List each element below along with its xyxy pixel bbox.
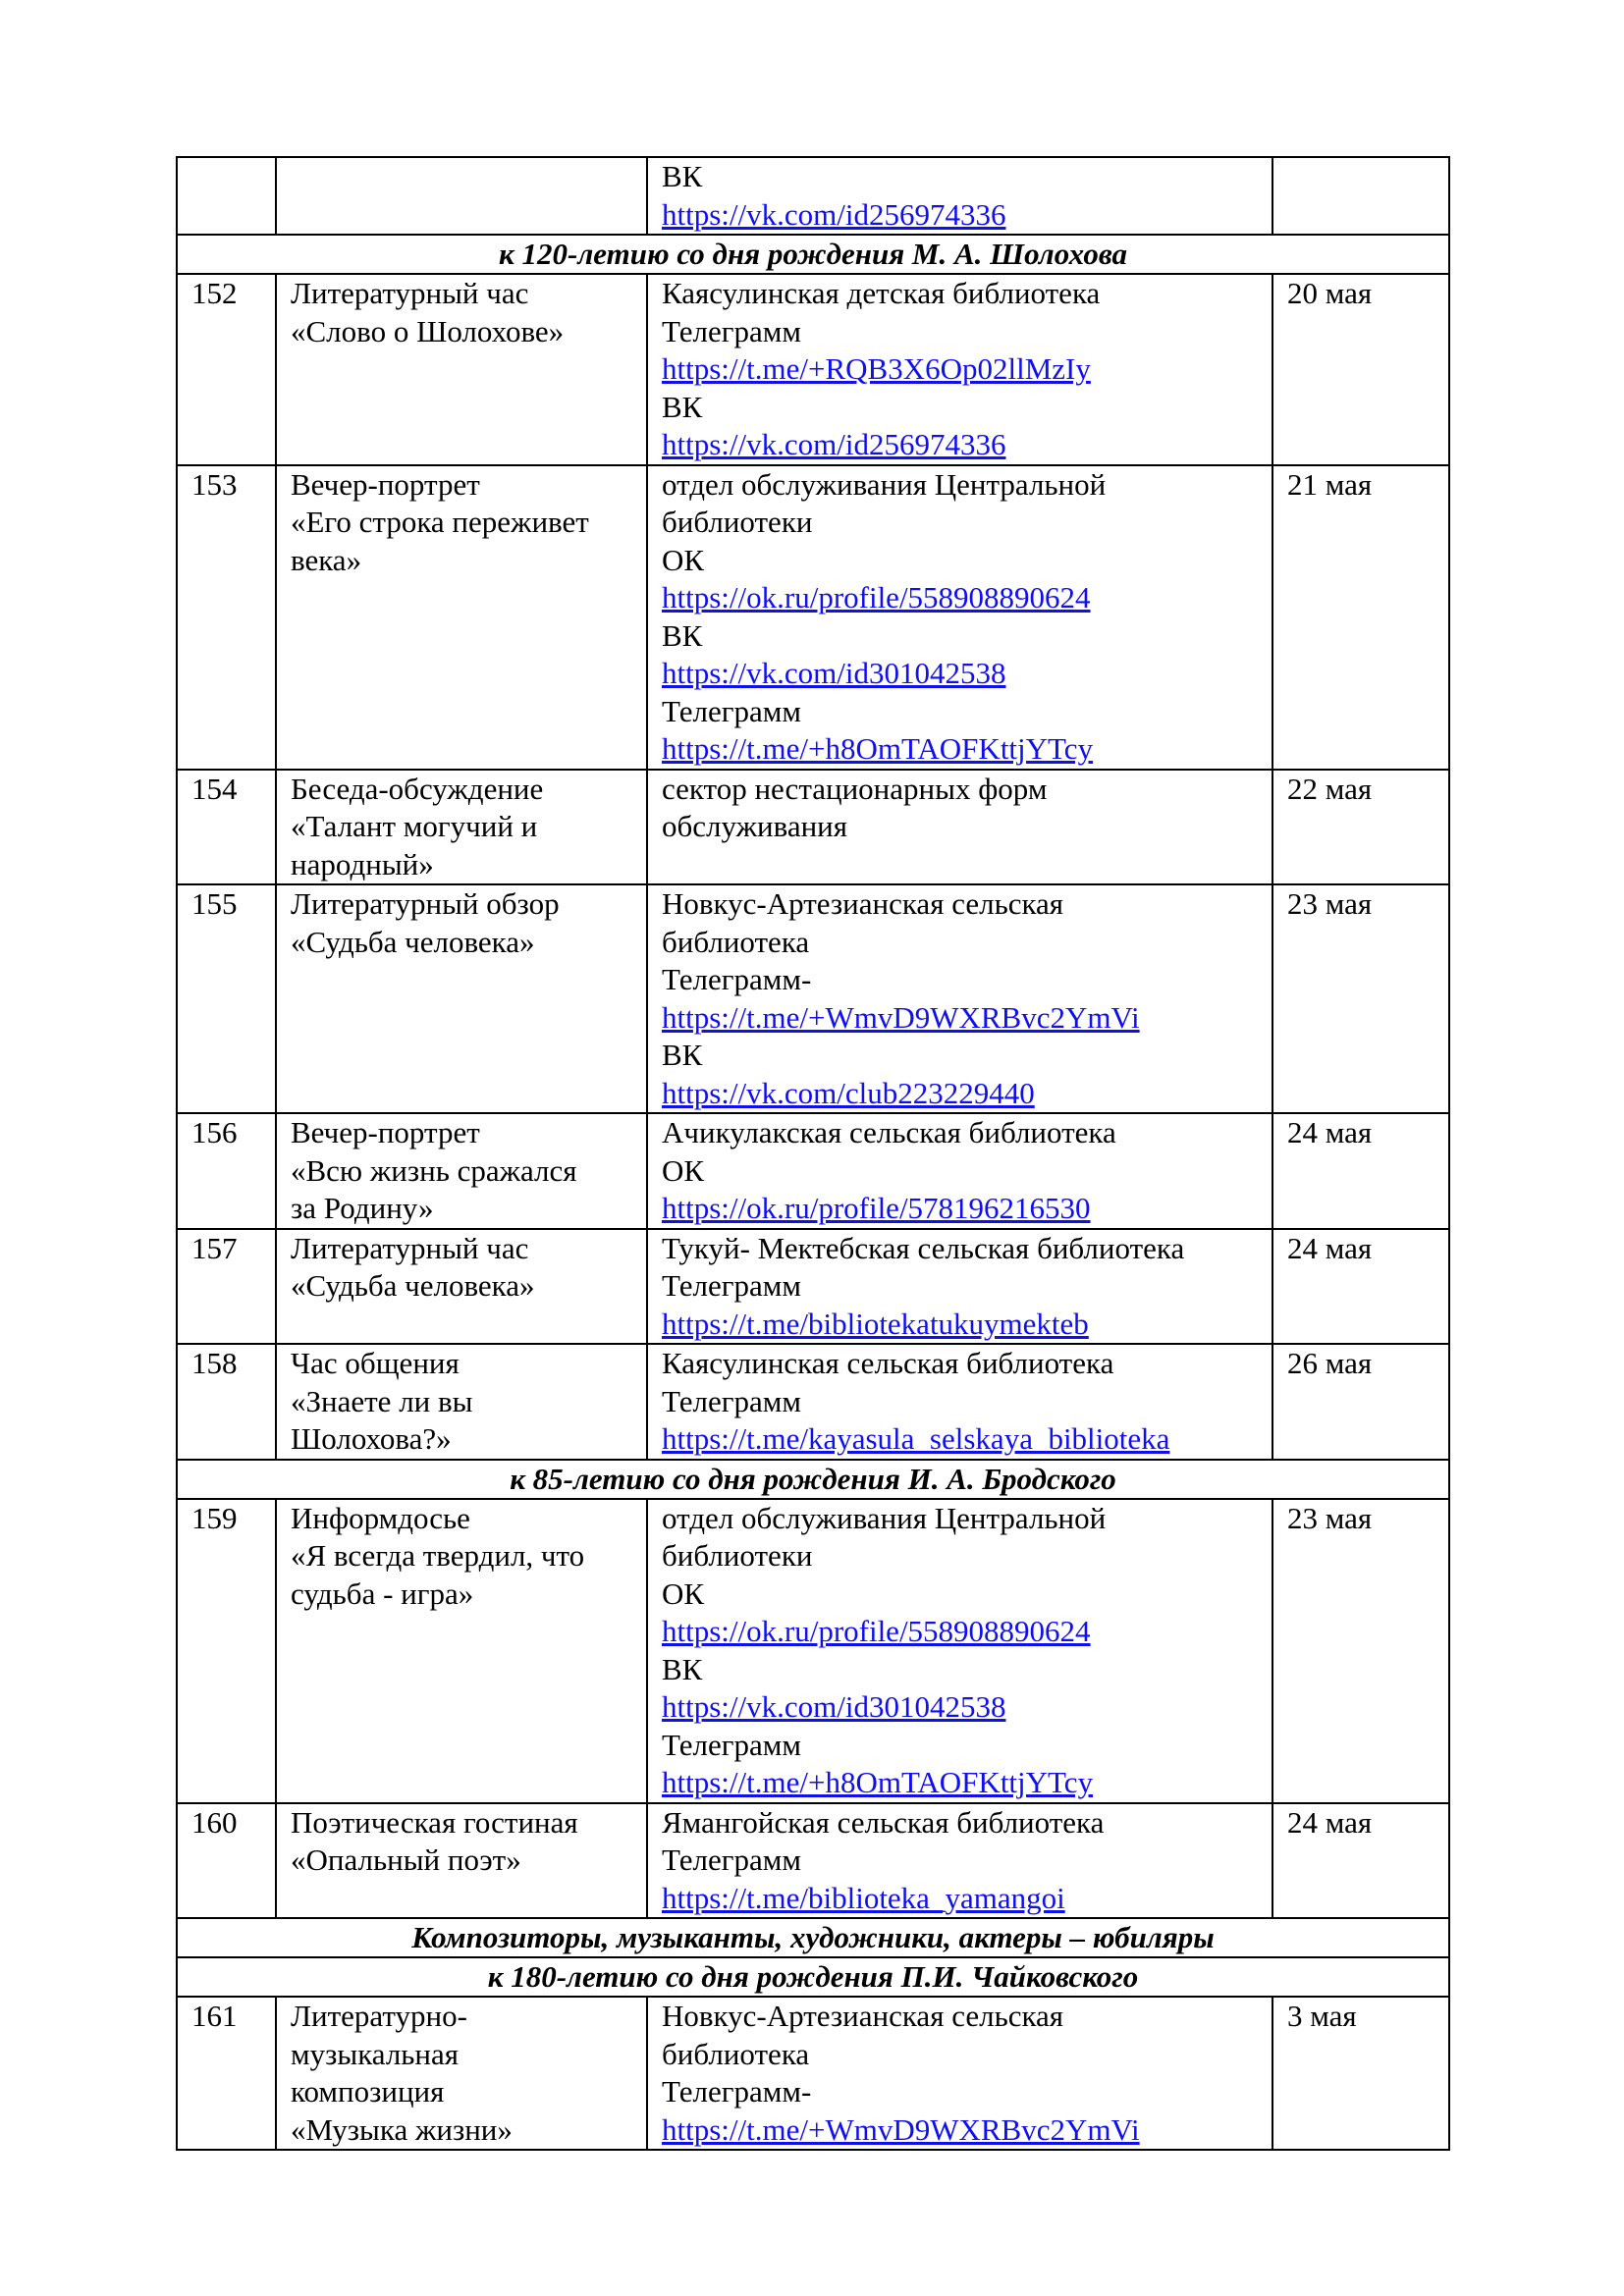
venue-text-line: ВК [662,617,703,653]
venue-link[interactable]: https://t.me/+WmvD9WXRBvc2YmVi [662,2111,1140,2147]
venue-text-line: Телеграмм [662,693,801,728]
venue-link[interactable]: https://t.me/+h8OmTAOFKttjYTcy [662,1765,1094,1799]
event-date: 22 мая [1272,770,1449,885]
venue-link[interactable]: https://ok.ru/profile/558908890624 [662,1614,1091,1648]
section-header-row [177,235,1449,274]
venue-text-line: Телеграмм- [662,2074,812,2109]
event-title: Литературный час «Слово о Шолохове» [276,274,647,465]
event-row [177,1344,1449,1460]
venue-link[interactable]: https://vk.com/club223229440 [662,1075,1035,1110]
venue-text-line: ВК [662,389,703,424]
event-row [177,884,1449,1113]
venue-link[interactable]: https://t.me/kayasula_selskaya_biblioteka [662,1421,1170,1456]
venue-link[interactable]: https://vk.com/id301042538 [662,1689,1006,1724]
event-date: 24 мая [1272,1113,1449,1229]
section-heading: Композиторы, музыканты, художники, актеры – юбиляры [177,1918,1449,1957]
event-title: Литературно- музыкальная композиция «Музыка жизни» [276,1997,647,2150]
event-date [1272,157,1449,235]
event-title: Литературный час «Судьба человека» [276,1229,647,1345]
venue-text-line: библиотека [662,2036,810,2071]
venue-link[interactable]: https://t.me/biblioteka_yamangoi [662,1880,1065,1915]
venue-text-line: отдел обслуживания Центральной [662,466,1107,502]
event-number: 152 [177,274,276,465]
venue-text-line: Каясулинская сельская библиотека [662,1346,1114,1380]
venue-text-line: Телеграмм [662,1268,801,1303]
event-venue [647,465,1272,770]
venue-text-line: ОК [662,1152,705,1188]
event-title: Литературный обзор «Судьба человека» [276,884,647,1113]
event-row [177,1997,1449,2150]
event-venue [647,1344,1272,1460]
event-title: Беседа-обсуждение «Талант могучий и народный» [276,770,647,885]
section-heading: к 120-летию со дня рождения М. А. Шолохова [177,235,1449,274]
venue-text-line: Каясулинская детская библиотека [662,276,1101,310]
events-table-body [177,157,1449,2150]
event-row [177,1803,1449,1919]
venue-text-line: Телеграмм [662,1727,801,1762]
events-table [176,156,1450,2151]
venue-text-line: Телеграмм [662,1842,801,1877]
event-number: 161 [177,1997,276,2150]
event-venue [647,884,1272,1113]
event-title: Поэтическая гостиная «Опальный поэт» [276,1803,647,1919]
venue-text-line: библиотеки [662,1538,813,1573]
venue-link[interactable]: https://t.me/+WmvD9WXRBvc2YmVi [662,999,1140,1035]
venue-text-line: ВК [662,1038,703,1072]
event-row [177,1229,1449,1345]
event-date: 24 мая [1272,1229,1449,1345]
venue-text-line: Телеграмм- [662,962,812,996]
section-heading: к 180-летию со дня рождения П.И. Чайковского [177,1957,1449,1997]
venue-text-line: ОК [662,542,705,577]
event-venue [647,1803,1272,1919]
event-title [276,157,647,235]
section-header-row [177,1918,1449,1957]
event-date: 26 мая [1272,1344,1449,1460]
venue-text-line: библиотеки [662,505,813,539]
event-number: 156 [177,1113,276,1229]
event-row [177,1499,1449,1803]
event-venue [647,274,1272,465]
event-title: Вечер-портрет «Его строка переживет века» [276,465,647,770]
event-venue [647,1499,1272,1803]
event-number: 160 [177,1803,276,1919]
event-date: 23 мая [1272,1499,1449,1803]
venue-text-line: Тукуй- Мектебская сельская библиотека [662,1230,1185,1265]
event-number: 157 [177,1229,276,1345]
venue-text-line: Телеграмм [662,313,801,348]
event-venue [647,770,1272,885]
venue-text-line: Телеграмм [662,1383,801,1418]
event-venue [647,1113,1272,1229]
venue-text-line: ВК [662,1651,703,1686]
event-date: 20 мая [1272,274,1449,465]
event-venue [647,157,1272,235]
venue-text-line: Ямангойская сельская библиотека [662,1804,1105,1840]
venue-link[interactable]: https://vk.com/id256974336 [662,427,1006,461]
event-date: 21 мая [1272,465,1449,770]
venue-link[interactable]: https://ok.ru/profile/578196216530 [662,1191,1091,1225]
event-row [177,770,1449,885]
venue-link[interactable]: https://t.me/+h8OmTAOFKttjYTcy [662,731,1094,766]
event-row [177,465,1449,770]
section-header-row [177,1460,1449,1499]
event-number: 154 [177,770,276,885]
venue-link[interactable]: https://t.me/bibliotekatukuymekteb [662,1306,1089,1341]
event-number: 155 [177,884,276,1113]
venue-text-line: сектор нестационарных форм [662,771,1048,806]
event-number [177,157,276,235]
event-date: 24 мая [1272,1803,1449,1919]
venue-text-line: Ачикулакская сельская библиотека [662,1115,1116,1149]
section-heading: к 85-летию со дня рождения И. А. Бродского [177,1460,1449,1499]
event-venue [647,1229,1272,1345]
event-date: 3 мая [1272,1997,1449,2150]
section-header-row [177,1957,1449,1997]
event-date: 23 мая [1272,884,1449,1113]
venue-text-line: ВК [662,159,703,193]
venue-text-line: Новкус-Артезианская сельская [662,886,1064,921]
venue-link[interactable]: https://t.me/+RQB3X6Op02llMzIy [662,351,1091,386]
event-number: 153 [177,465,276,770]
venue-link[interactable]: https://ok.ru/profile/558908890624 [662,580,1091,614]
event-title: Информдосье «Я всегда твердил, что судьба - игра» [276,1499,647,1803]
venue-text-line: отдел обслуживания Центральной [662,1500,1107,1535]
venue-text-line: ОК [662,1575,705,1611]
venue-link[interactable]: https://vk.com/id301042538 [662,656,1006,690]
event-number: 158 [177,1344,276,1460]
event-title: Вечер-портрет «Всю жизнь сражался за Родину» [276,1113,647,1229]
venue-text-line: обслуживания [662,809,848,843]
venue-link[interactable]: https://vk.com/id256974336 [662,196,1006,232]
event-row [177,157,1449,235]
venue-text-line: Новкус-Артезианская сельская [662,1999,1064,2033]
event-number: 159 [177,1499,276,1803]
event-venue [647,1997,1272,2150]
event-row [177,274,1449,465]
venue-text-line: библиотека [662,924,810,959]
event-row [177,1113,1449,1229]
event-title: Час общения «Знаете ли вы Шолохова?» [276,1344,647,1460]
